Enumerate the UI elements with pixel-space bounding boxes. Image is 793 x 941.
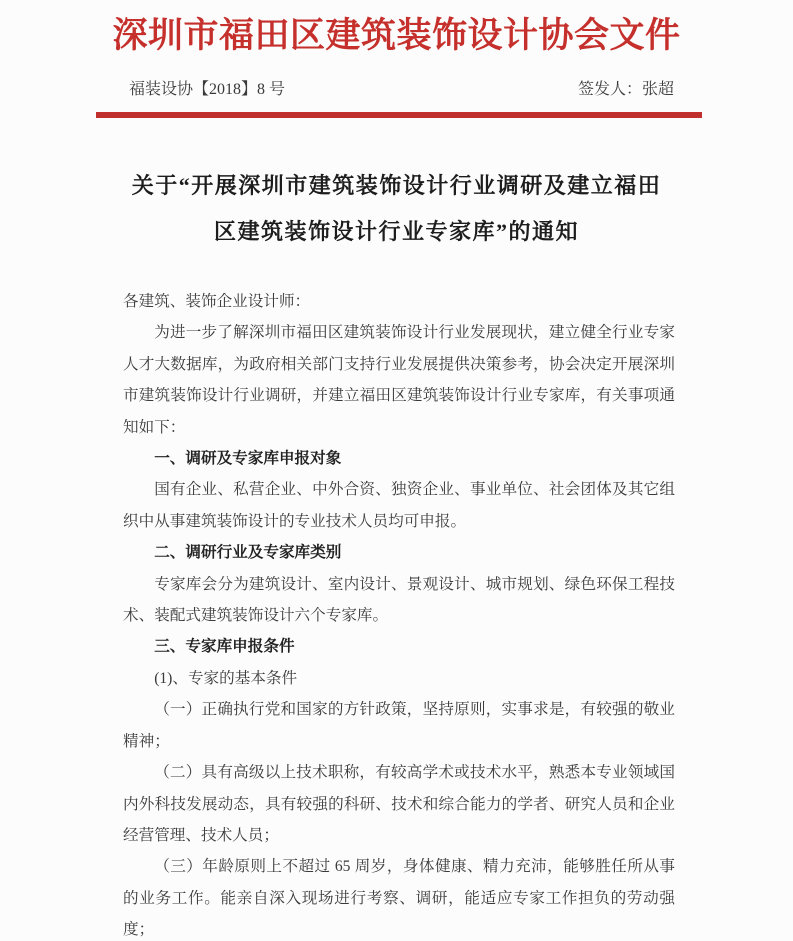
issuer-label: 签发人：张超 (577, 81, 674, 98)
section-heading-1: 一、调研及专家库申报对象 (154, 450, 342, 468)
paragraph-section-2: 专家库会分为建筑设计、室内设计、景观设计、城市规划、绿色环保工程技术、装配式建筑装饰设计六个专家库。 (123, 575, 675, 625)
section-heading-3: 三、专家库申报条件 (154, 638, 295, 656)
document-body (123, 286, 675, 941)
paragraph-intro: 为进一步了解深圳市福田区建筑装饰设计行业发展现状，建立健全行业专家人才大数据库，为政府相关部门支持行业发展提供决策参考，协会决定开展深圳市建筑装饰设计行业调研，并建立福田区建筑装饰设计行业专家库，有关事项通知如下： (123, 324, 675, 436)
paragraph-condition-1: （一）正确执行党和国家的方针政策，坚持原则，实事求是，有较强的敬业精神； (123, 701, 675, 750)
notice-title-line-1: 关于“开展深圳市建筑装饰设计行业调研及建立福田 (131, 173, 662, 198)
doc-meta-row (129, 79, 674, 101)
paragraph-condition-2: （二）具有高级以上技术职称，有较高学术或技术水平，熟悉本专业领域国内外科技发展动态，具有较强的科研、技术和综合能力的学者、研究人员和企业经营管理、技术人员； (123, 764, 675, 844)
red-divider-rule (96, 112, 702, 118)
paragraph-section-1: 国有企业、私营企业、中外合资、独资企业、事业单位、社会团体及其它组织中从事建筑装饰设计的专业技术人员均可申报。 (123, 481, 675, 530)
paragraph-condition-3: （三）年龄原则上不超过 65 周岁，身体健康、精力充沛，能够胜任所从事的业务工作。能亲自深入现场进行考察、调研，能适应专家工作担负的劳动强度； (123, 858, 675, 939)
org-title: 深圳市福田区建筑装饰设计协会文件 (112, 16, 681, 55)
salutation: 各建筑、装饰企业设计师： (123, 293, 311, 310)
notice-title-line-2: 区建筑装饰设计行业专家库”的通知 (213, 219, 579, 244)
notice-title (0, 163, 793, 255)
doc-number: 福装设协【2018】8 号 (129, 81, 286, 98)
section-heading-2: 二、调研行业及专家库类别 (154, 544, 342, 562)
sub-heading-basic-conditions: (1)、专家的基本条件 (154, 669, 298, 687)
